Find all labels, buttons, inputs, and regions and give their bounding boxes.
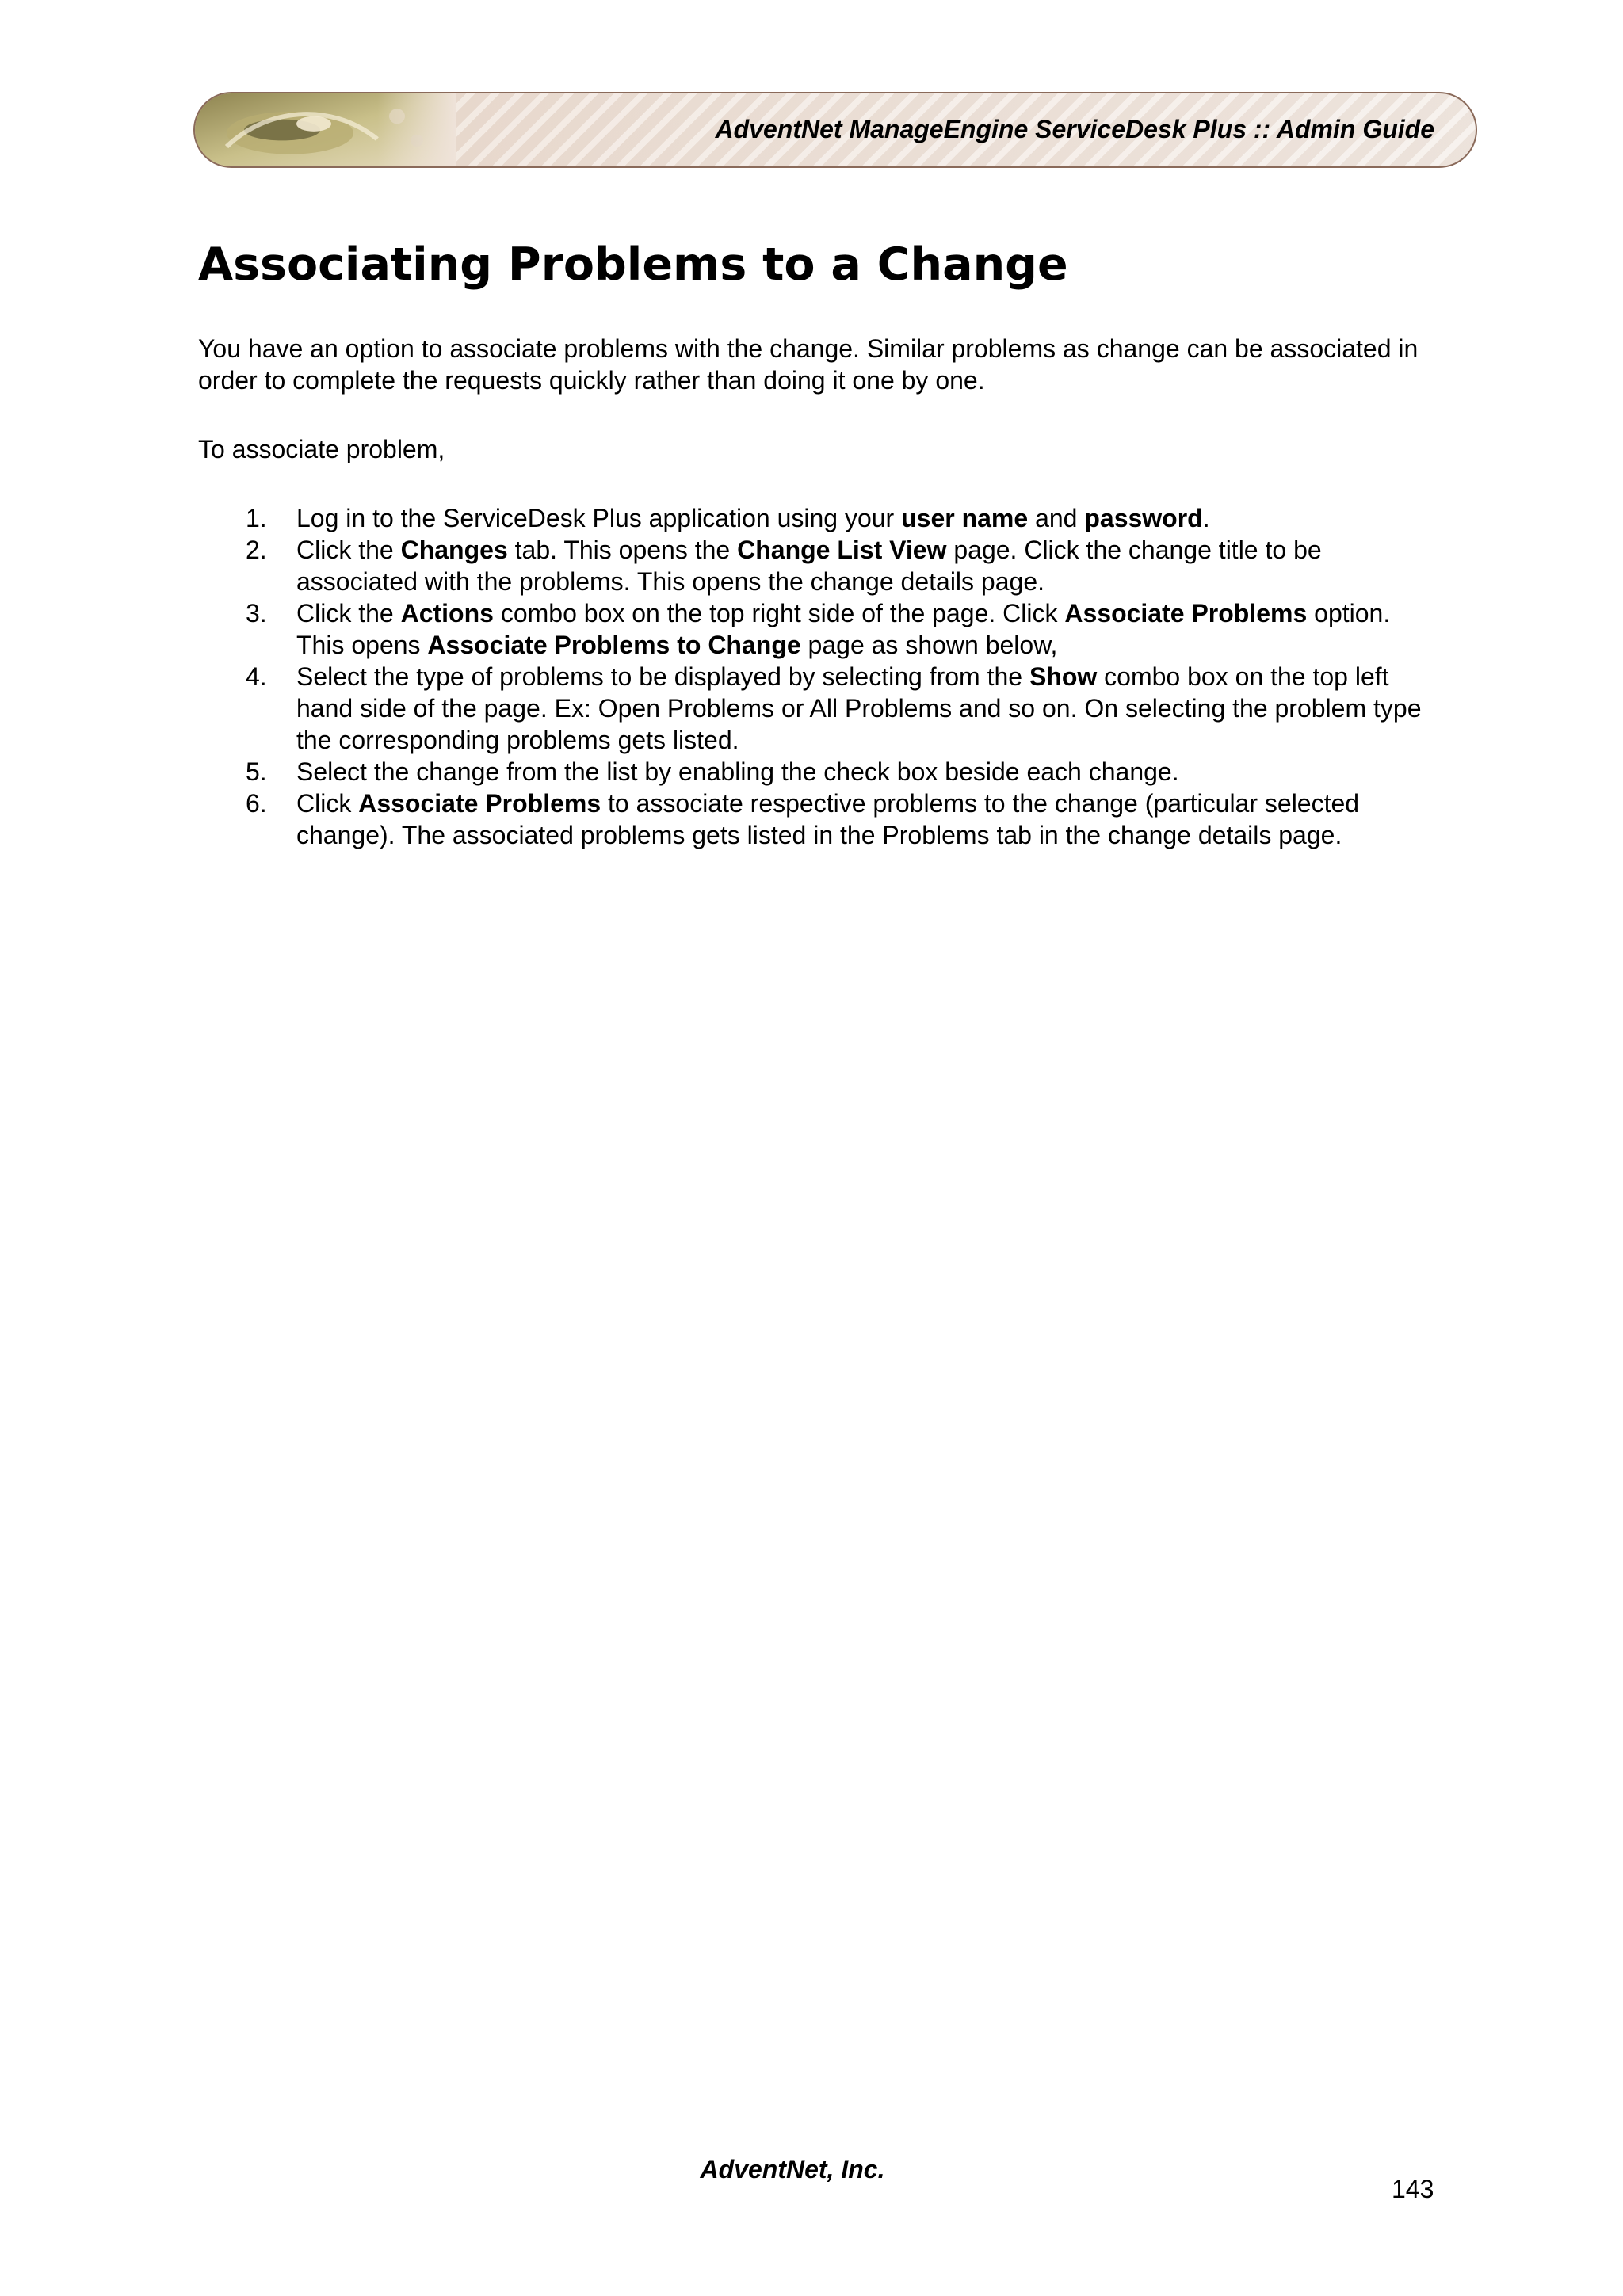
bold-term: Actions [400,599,494,628]
list-item [198,502,1442,534]
step-text: tab. This opens the [507,536,738,565]
lead-paragraph: To associate problem, [198,435,445,464]
step-text: Click the [296,599,401,628]
bold-term: Show [1029,662,1098,692]
step-text: Select the type of problems to be displayed by selecting from the [296,662,1029,692]
footer-company: AdventNet, Inc. [700,2155,885,2183]
header-banner [193,92,1477,168]
bold-term: Change List View [737,536,947,565]
banner-decoration-icon [195,93,456,166]
step-text: Select the change from the list by enabling the check box beside each change. [296,757,1179,787]
step-number: 1. [246,504,267,533]
step-text: Click the [296,536,401,565]
step-text: page as shown below, [800,631,1058,660]
document-body [198,238,1442,851]
list-item [198,534,1442,597]
list-item [198,661,1442,756]
step-text: to associate respective problems to the change (particular selected change). The associated problems gets listed in the Problems tab in the change details page. [296,789,1360,850]
bold-term: Associate Problems [1064,599,1308,628]
bold-term: Associate Problems [358,789,601,818]
step-text: Click [296,789,359,818]
header-title: AdventNet ManageEngine ServiceDesk Plus :: Admin Guide [715,115,1434,143]
bold-term: user name [901,504,1029,533]
list-item [198,788,1442,851]
page-title: Associating Problems to a Change [198,238,1068,291]
step-number: 2. [246,536,267,565]
page-number: 143 [1392,2175,1434,2203]
step-number: 4. [246,662,267,692]
intro-paragraph: You have an option to associate problems with the change. Similar problems as change can be associated in order to complete the requests quickly rather than doing it one by one. [198,334,1419,395]
bold-term: Changes [400,536,508,565]
step-number: 5. [246,757,267,787]
step-text: and [1028,504,1085,533]
list-item [198,597,1442,661]
step-text: page. Click the change title to be associated with the problems. This opens the change details page. [296,536,1322,597]
bold-term: password [1084,504,1203,533]
step-text: . [1202,504,1210,533]
steps-list [198,502,1442,851]
step-text: combo box on the top left hand side of the page. Ex: Open Problems or All Problems and so on. On selecting the problem type the corresponding problems gets listed. [296,662,1422,755]
list-item [198,756,1442,788]
bold-term: Associate Problems to Change [427,631,801,660]
step-text: option. This opens [296,599,1391,660]
step-number: 3. [246,599,267,628]
step-text: combo box on the top right side of the page. Click [493,599,1065,628]
step-text: Log in to the ServiceDesk Plus application using your [296,504,902,533]
step-number: 6. [246,789,267,818]
